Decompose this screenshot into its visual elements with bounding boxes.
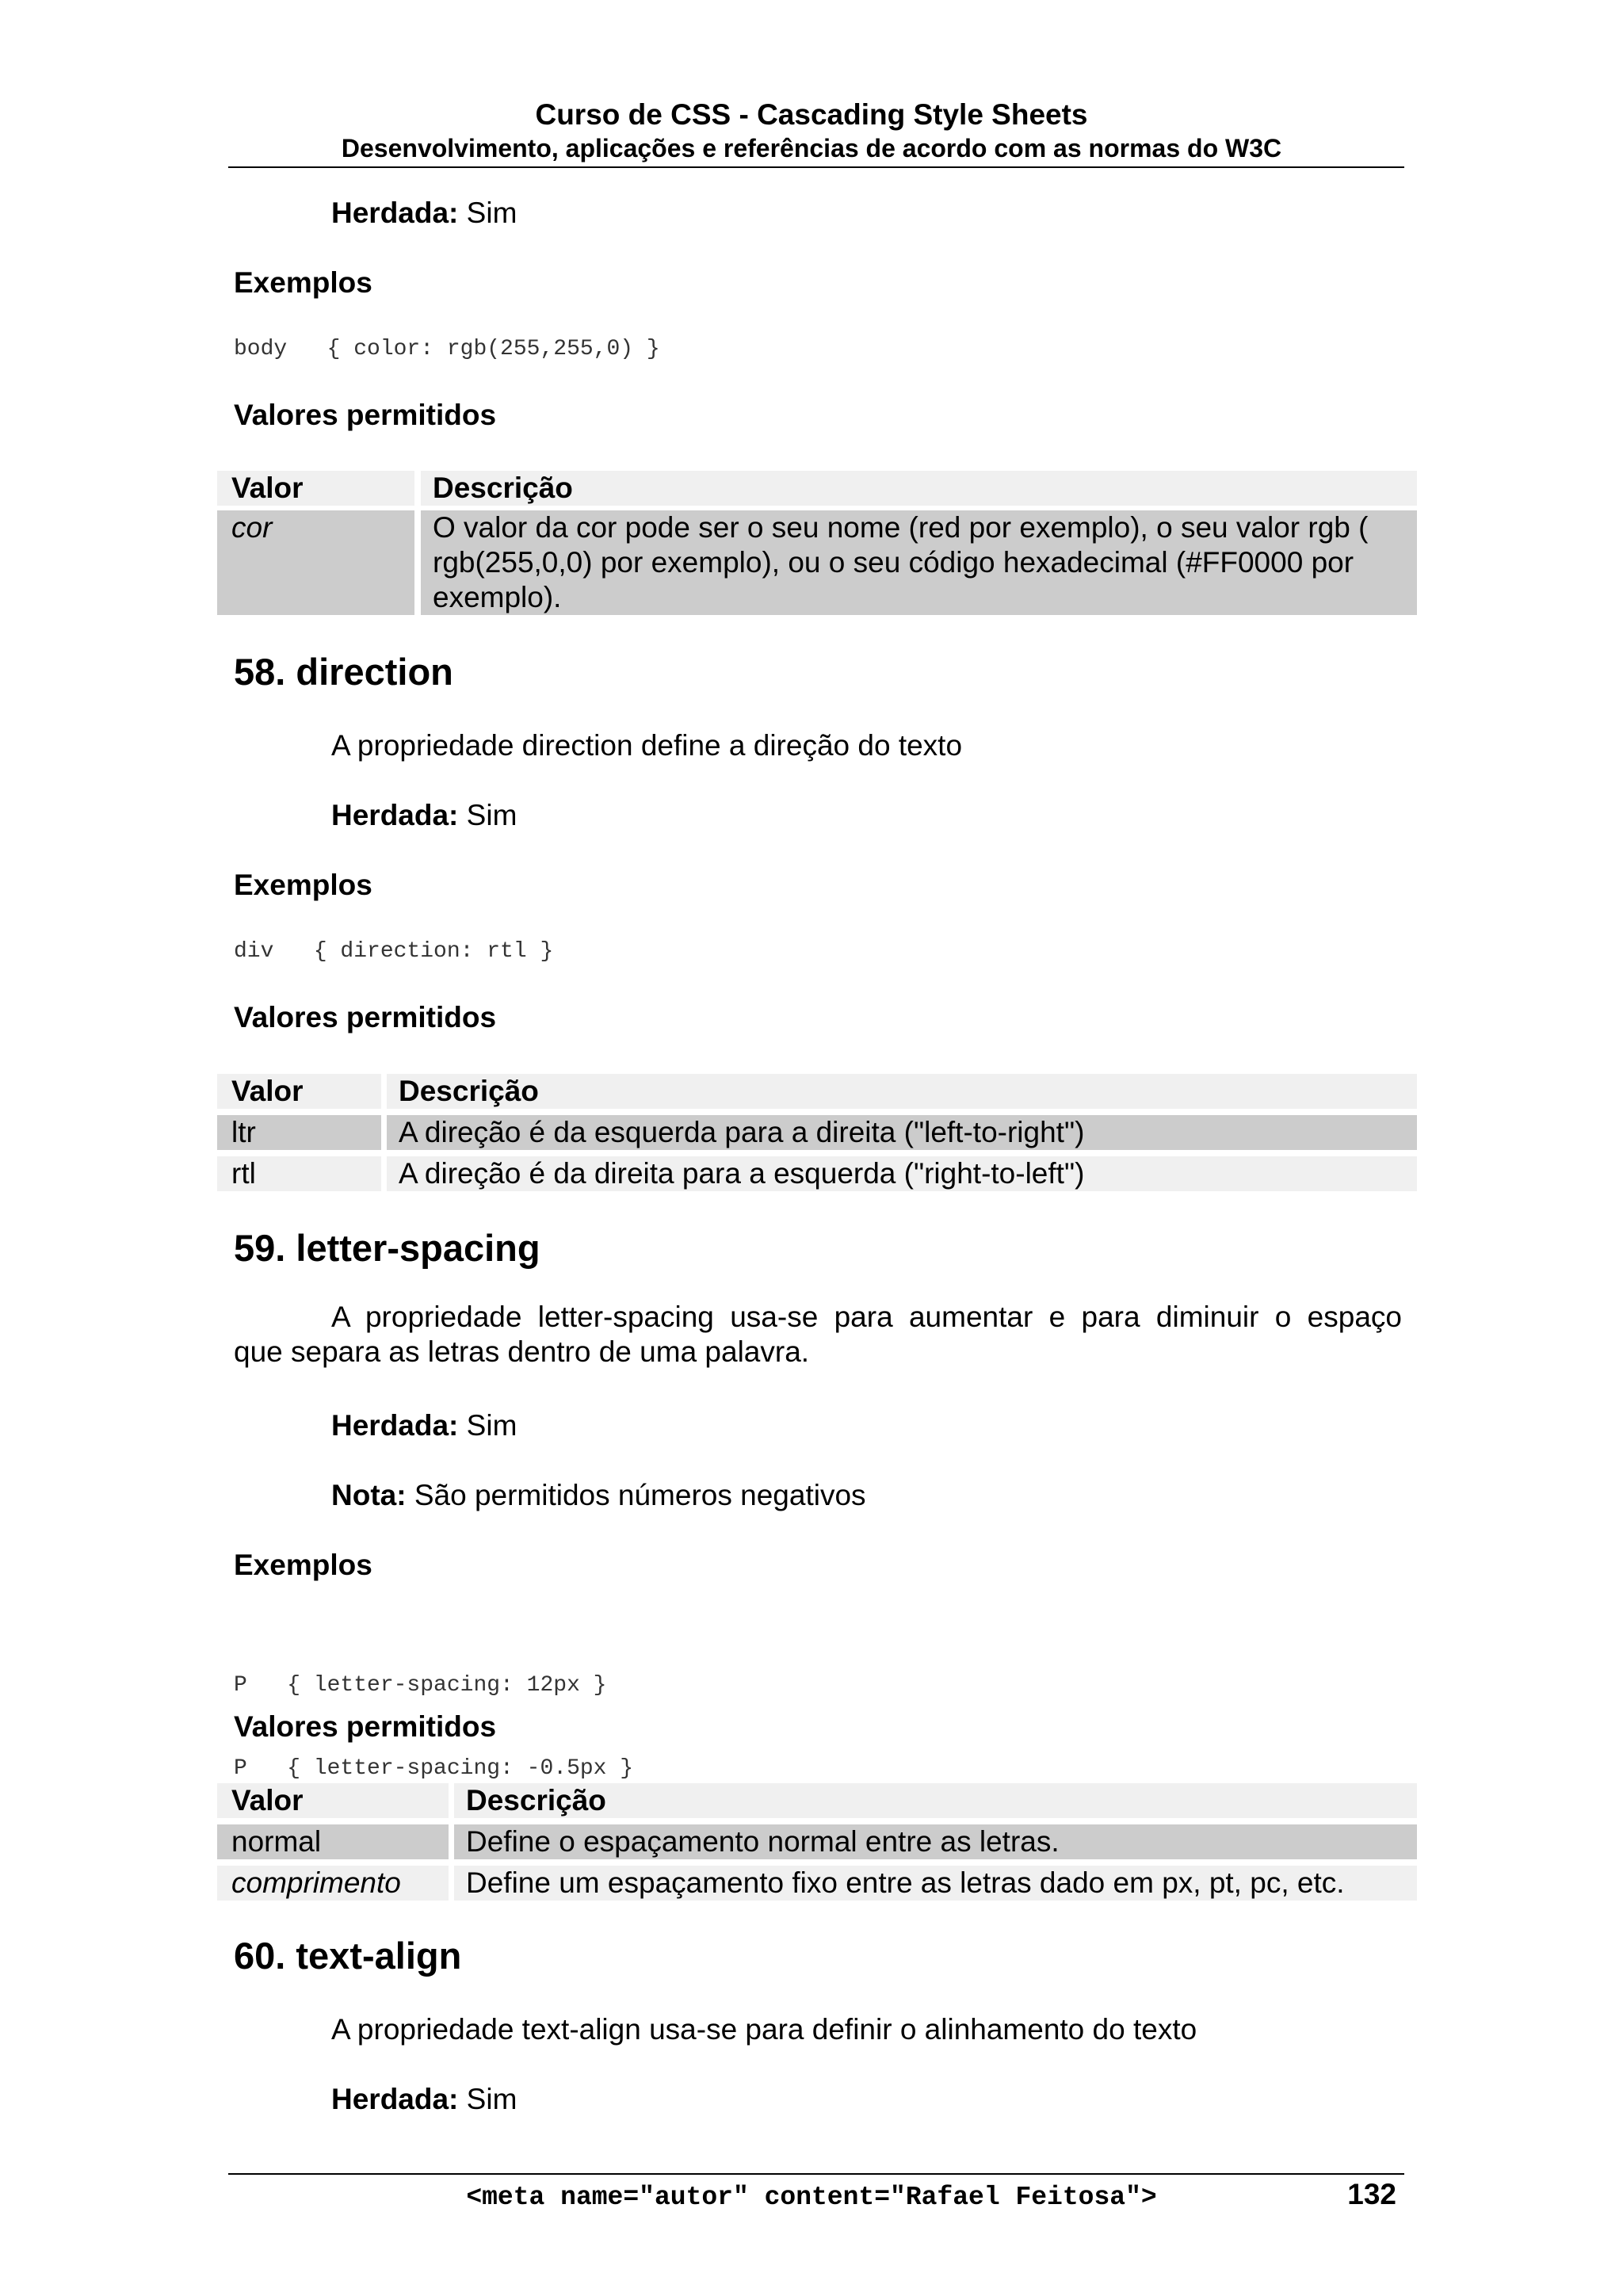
section-title: 58. direction	[234, 651, 453, 693]
section-title: 59. letter-spacing	[234, 1227, 540, 1269]
table-header-description: Descrição	[421, 471, 1417, 506]
table-cell-description: Define um espaçamento fixo entre as letras dado em px, pt, pc, etc.	[454, 1866, 1417, 1901]
table-cell-description	[421, 510, 1417, 615]
inherited-label: Herdada:	[331, 2083, 459, 2115]
inherited-line	[331, 2083, 517, 2116]
document-subtitle: Desenvolvimento, aplicações e referências de acordo com as normas do W3C	[341, 134, 1282, 162]
footer-rule	[228, 2173, 1404, 2175]
section-title: 60. text-align	[234, 1935, 462, 1977]
table-header-description: Descrição	[454, 1783, 1417, 1818]
table-header-value: Valor	[217, 1074, 381, 1109]
document-title: Curso de CSS - Cascading Style Sheets	[535, 98, 1088, 131]
examples-heading: Exemplos	[234, 266, 372, 299]
table-cell-description: Define o espaçamento normal entre as letras.	[454, 1824, 1417, 1859]
table-cell-value: rtl	[217, 1156, 381, 1191]
code-example: body { color: rgb(255,255,0) }	[234, 337, 660, 361]
values-heading: Valores permitidos	[234, 1710, 497, 1743]
values-heading: Valores permitidos	[234, 1001, 497, 1033]
code-example: div { direction: rtl }	[234, 939, 554, 964]
description-line: rgb(255,0,0) por exemplo), ou o seu código hexadecimal (#FF0000 por	[433, 546, 1354, 579]
inherited-label: Herdada:	[331, 799, 459, 831]
table-cell-value: cor	[217, 510, 414, 615]
table-header-description: Descrição	[387, 1074, 1417, 1109]
table-cell-description: A direção é da direita para a esquerda ("right-to-left")	[387, 1156, 1417, 1191]
inherited-value: Sim	[466, 2083, 517, 2115]
code-line: P { letter-spacing: -0.5px }	[234, 1756, 634, 1781]
table-cell-value: comprimento	[217, 1866, 449, 1901]
section-description: A propriedade direction define a direção do texto	[331, 729, 963, 762]
inherited-label: Herdada:	[331, 197, 459, 229]
header-rule	[228, 166, 1404, 168]
inherited-line	[331, 1409, 517, 1442]
inherited-label: Herdada:	[331, 1409, 459, 1442]
table-header-value: Valor	[217, 471, 414, 506]
table-cell-value: ltr	[217, 1115, 381, 1150]
section-description	[234, 1300, 1402, 1370]
description-line: exemplo).	[433, 581, 562, 613]
description-line: que separa as letras dentro de uma palavra.	[234, 1335, 810, 1368]
inherited-line	[331, 799, 517, 832]
page-number: 132	[1347, 2178, 1396, 2210]
footer-meta: <meta name="autor" content="Rafael Feitosa">	[466, 2183, 1157, 2212]
inherited-value: Sim	[466, 799, 517, 831]
table-cell-value: normal	[217, 1824, 449, 1859]
note-line	[331, 1479, 866, 1512]
inherited-line	[331, 197, 517, 230]
description-line: O valor da cor pode ser o seu nome (red por exemplo), o seu valor rgb (	[433, 511, 1369, 544]
inherited-value: Sim	[466, 1409, 517, 1442]
note-label: Nota:	[331, 1479, 407, 1511]
examples-heading: Exemplos	[234, 1549, 372, 1581]
section-description: A propriedade text-align usa-se para definir o alinhamento do texto	[331, 2013, 1197, 2046]
table-header-value: Valor	[217, 1783, 449, 1818]
code-line: P { letter-spacing: 12px }	[234, 1673, 607, 1698]
table-cell-description: A direção é da esquerda para a direita ("left-to-right")	[387, 1115, 1417, 1150]
values-heading: Valores permitidos	[234, 399, 497, 431]
note-value: São permitidos números negativos	[414, 1479, 866, 1511]
inherited-value: Sim	[466, 197, 517, 229]
examples-heading: Exemplos	[234, 869, 372, 901]
description-line: A propriedade letter-spacing usa-se para aumentar e para diminuir o espaço	[331, 1301, 1402, 1333]
